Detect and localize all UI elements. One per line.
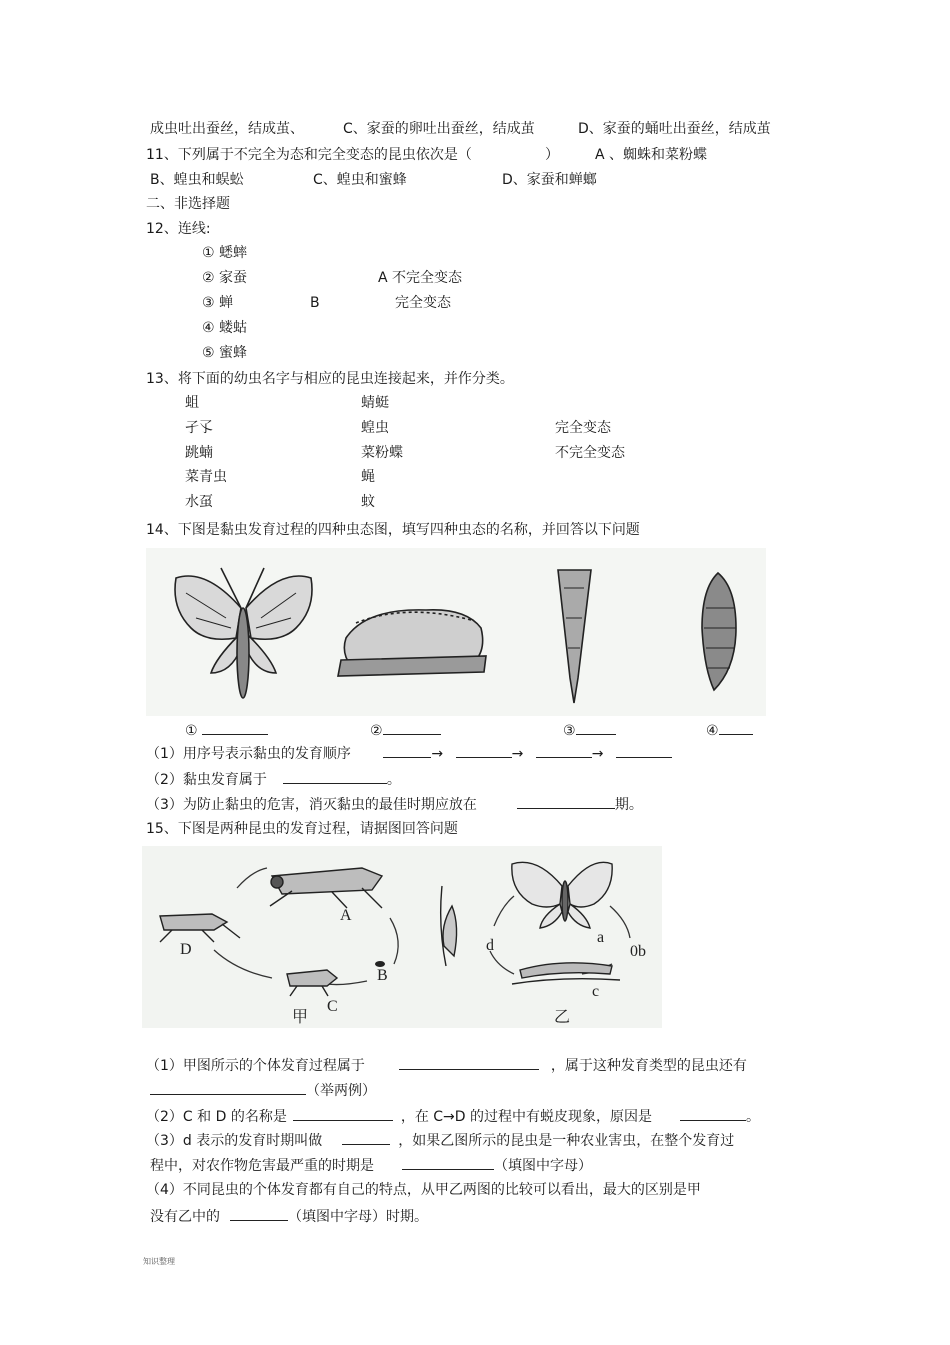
question-11: 11、下列属于不完全为态和完全变态的昆虫依次是（ [146,147,472,163]
q12-category-a: A 不完全变态 [378,270,463,286]
q13-larva-1: 蛆 [185,395,199,411]
fig15-label-a-upper: A [340,907,352,924]
option-c: C、家蚕的卵吐出蚕丝，结成茧 [343,121,535,137]
question-15: 15、下图是两种昆虫的发育过程，请据图回答问题 [146,821,458,837]
q12-category-b: 完全变态 [395,295,451,311]
order-blank-4[interactable] [616,743,672,758]
stage-label-1: ① [185,720,268,740]
q15-d-period-blank[interactable] [342,1130,390,1145]
q12-item-2: ② 家蚕 [202,270,248,286]
q15-part-1: （1）甲图所示的个体发育过程属于 ，属于这种发育类型的昆虫还有 [146,1055,747,1075]
q14-part-3: （3）为防止黏虫的危害，消灭黏虫的最佳时期应放在 期。 [146,794,643,814]
question-13: 13、将下面的幼虫名字与相应的昆虫连接起来，并作分类。 [146,371,514,387]
q12-item-5: ⑤ 蜜蜂 [202,345,248,361]
fig15-label-c: c [592,983,600,1000]
q12-category-b-letter: B [310,295,320,311]
q15-examples-blank[interactable] [150,1080,306,1095]
q15-cd-name-blank[interactable] [293,1106,393,1121]
q15-part-3-continued: 程中，对农作物危害最严重的时期是 （填图中字母） [150,1155,592,1175]
q13-larva-5: 水虿 [185,494,213,510]
q13-insect-5: 蚊 [361,494,375,510]
q13-larva-4: 菜青虫 [185,469,227,485]
order-blank-3[interactable] [536,743,592,758]
q13-category-1: 完全变态 [555,420,611,436]
order-blank-1[interactable] [383,743,431,758]
option-b-tail: 成虫吐出蚕丝，结成茧、 [150,121,304,137]
q11-option-a: A 、蜘蛛和菜粉蝶 [595,147,708,163]
option-d: D、家蚕的蛹吐出蚕丝，结成茧 [578,121,771,137]
q15-type-blank[interactable] [399,1055,539,1070]
stage-label-2: ② [370,720,441,740]
q13-insect-3: 菜粉蝶 [361,445,403,461]
q15-part-4-continued: 没有乙中的 （填图中字母）时期。 [150,1206,428,1226]
q11-option-c: C、蝗虫和蜜蜂 [313,172,407,188]
footer-note: 知识整理 [143,1257,175,1266]
stage-1-blank[interactable] [202,720,268,735]
q12-item-1: ① 蟋蟀 [202,245,248,261]
q15-part-2: （2）C 和 D 的名称是 ，在 C→D 的过程中有蜕皮现象，原因是 。 [146,1106,760,1126]
fig15-label-d-upper: D [180,941,192,958]
q15-harm-period-blank[interactable] [402,1155,494,1170]
two-insects-development-figure [142,846,662,1028]
q14-part-1: （1）用序号表示黏虫的发育顺序 → → → [146,743,672,763]
fig15-label-b: 0b [630,943,646,960]
q13-larva-2: 孑孓 [185,420,213,436]
q13-insect-2: 蝗虫 [361,420,389,436]
q15-molting-reason-blank[interactable] [680,1106,746,1121]
armyworm-stages-figure [146,548,766,716]
q11-option-b: B、蝗虫和蜈蚣 [150,172,244,188]
stage-label-4: ④ [706,720,753,740]
fig15-label-b-upper: B [377,967,388,984]
q15-part-4: （4）不同昆虫的个体发育都有自己的特点，从甲乙两图的比较可以看出，最大的区别是甲 [146,1182,701,1198]
stage-label-3: ③ [563,720,616,740]
best-period-blank[interactable] [517,794,615,809]
q13-insect-1: 蜻蜓 [361,395,389,411]
section-heading: 二、非选择题 [146,196,230,212]
q15-part-1-continued: （举两例） [150,1080,376,1100]
stage-4-blank[interactable] [719,720,753,735]
order-blank-2[interactable] [456,743,512,758]
development-type-blank[interactable] [283,769,387,784]
q14-part-2: （2）黏虫发育属于 。 [146,769,401,789]
q12-item-4: ④ 蝼蛄 [202,320,248,336]
q13-category-2: 不完全变态 [555,445,625,461]
question-12: 12、连线: [146,221,211,237]
stage-2-blank[interactable] [383,720,441,735]
fig15-label-a: a [597,929,605,946]
q15-part-3: （3）d 表示的发育时期叫做 ，如果乙图所示的昆虫是一种农业害虫，在整个发育过 [146,1130,734,1150]
fig15-label-d: d [486,937,494,954]
q13-larva-3: 跳蝻 [185,445,213,461]
q11-option-d: D、家蚕和蝉螂 [502,172,597,188]
question-14: 14、下图是黏虫发育过程的四种虫态图，填写四种虫态的名称，并回答以下问题 [146,522,640,538]
fig15-label-yi: 乙 [554,1009,571,1026]
fig15-label-jia: 甲 [292,1009,309,1026]
q13-insect-4: 蝇 [361,469,375,485]
q12-item-3: ③ 蝉 [202,295,234,311]
stage-3-blank[interactable] [576,720,616,735]
question-11-close: ） [545,147,559,163]
q15-missing-stage-blank[interactable] [230,1206,288,1221]
fig15-label-c-upper: C [327,998,338,1015]
